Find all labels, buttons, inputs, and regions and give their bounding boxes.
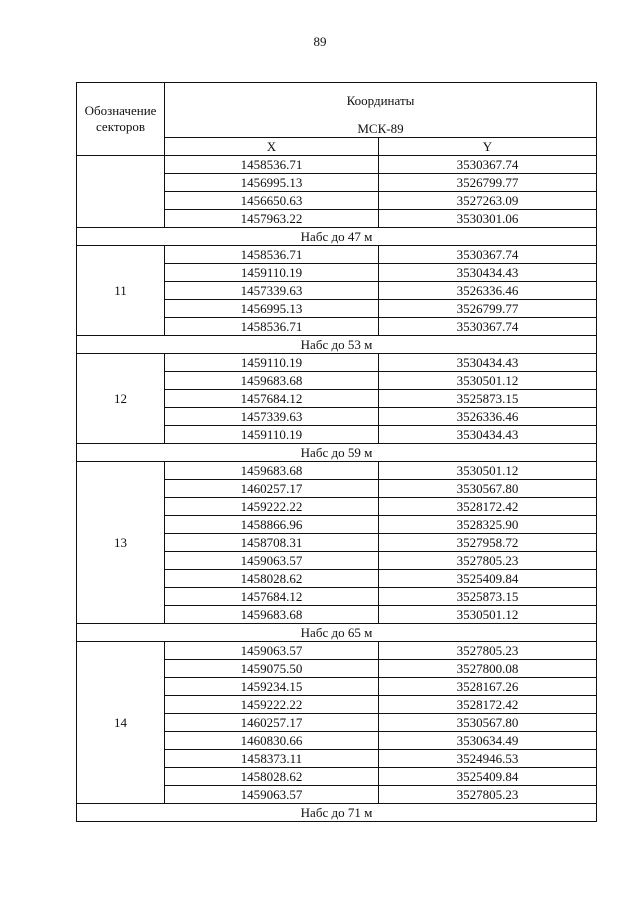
height-limit-row xyxy=(77,444,597,462)
x-value-cell: 1458708.31 xyxy=(165,534,379,552)
y-value-cell: 3525409.84 xyxy=(379,570,597,588)
x-value-cell: 1456995.13 xyxy=(165,300,379,318)
height-limit-label: Набс до 53 м xyxy=(77,336,597,354)
coordinate-row xyxy=(77,246,597,264)
coordinate-row xyxy=(77,642,597,660)
x-value-cell: 1459234.15 xyxy=(165,678,379,696)
y-value-cell: 3530301.06 xyxy=(379,210,597,228)
x-value-cell: 1459063.57 xyxy=(165,786,379,804)
y-value-cell: 3527800.08 xyxy=(379,660,597,678)
height-limit-label: Набс до 47 м xyxy=(77,228,597,246)
x-value-cell: 1459075.50 xyxy=(165,660,379,678)
y-value-cell: 3525409.84 xyxy=(379,768,597,786)
y-value-cell: 3530501.12 xyxy=(379,372,597,390)
y-value-cell: 3527263.09 xyxy=(379,192,597,210)
y-value-cell: 3527958.72 xyxy=(379,534,597,552)
y-value-cell: 3530567.80 xyxy=(379,480,597,498)
height-limit-row xyxy=(77,336,597,354)
x-value-cell: 1457684.12 xyxy=(165,588,379,606)
page-number: 89 xyxy=(313,34,327,49)
y-value-cell: 3530501.12 xyxy=(379,462,597,480)
height-limit-label: Набс до 65 м xyxy=(77,624,597,642)
height-limit-row xyxy=(77,228,597,246)
y-value-cell: 3530434.43 xyxy=(379,426,597,444)
y-value-cell: 3530367.74 xyxy=(379,318,597,336)
y-value-cell: 3527805.23 xyxy=(379,786,597,804)
y-value-cell: 3530567.80 xyxy=(379,714,597,732)
y-column-header: Y xyxy=(379,138,597,156)
sector-cell xyxy=(77,156,165,228)
y-value-cell: 3530367.74 xyxy=(379,156,597,174)
x-value-cell: 1456995.13 xyxy=(165,174,379,192)
height-limit-label: Набс до 71 м xyxy=(77,804,597,822)
y-value-cell: 3528172.42 xyxy=(379,696,597,714)
height-limit-row xyxy=(77,804,597,822)
x-value-cell: 1457339.63 xyxy=(165,282,379,300)
y-value-cell: 3530634.49 xyxy=(379,732,597,750)
x-value-cell: 1459063.57 xyxy=(165,642,379,660)
x-value-cell: 1458028.62 xyxy=(165,570,379,588)
y-value-cell: 3526799.77 xyxy=(379,300,597,318)
x-value-cell: 1458536.71 xyxy=(165,246,379,264)
x-value-cell: 1459222.22 xyxy=(165,696,379,714)
sector-cell: 14 xyxy=(77,642,165,804)
y-value-cell: 3530434.43 xyxy=(379,264,597,282)
y-value-cell: 3526799.77 xyxy=(379,174,597,192)
x-value-cell: 1459683.68 xyxy=(165,372,379,390)
x-value-cell: 1460830.66 xyxy=(165,732,379,750)
y-value-cell: 3530367.74 xyxy=(379,246,597,264)
y-value-cell: 3528325.90 xyxy=(379,516,597,534)
x-value-cell: 1459110.19 xyxy=(165,426,379,444)
x-value-cell: 1456650.63 xyxy=(165,192,379,210)
y-value-cell: 3525873.15 xyxy=(379,588,597,606)
x-value-cell: 1459063.57 xyxy=(165,552,379,570)
x-value-cell: 1459110.19 xyxy=(165,264,379,282)
header-row xyxy=(77,83,597,138)
y-value-cell: 3528167.26 xyxy=(379,678,597,696)
y-value-cell: 3528172.42 xyxy=(379,498,597,516)
y-value-cell: 3530434.43 xyxy=(379,354,597,372)
sector-cell: 11 xyxy=(77,246,165,336)
x-value-cell: 1460257.17 xyxy=(165,714,379,732)
y-value-cell: 3527805.23 xyxy=(379,552,597,570)
x-value-cell: 1460257.17 xyxy=(165,480,379,498)
x-value-cell: 1459683.68 xyxy=(165,462,379,480)
coordinates-label: Координаты xyxy=(346,93,415,108)
y-value-cell: 3530501.12 xyxy=(379,606,597,624)
y-value-cell: 3526336.46 xyxy=(379,408,597,426)
y-value-cell: 3527805.23 xyxy=(379,642,597,660)
x-value-cell: 1458866.96 xyxy=(165,516,379,534)
height-limit-row xyxy=(77,624,597,642)
sector-header-line2: секторов xyxy=(96,119,145,134)
height-limit-label: Набс до 59 м xyxy=(77,444,597,462)
x-value-cell: 1457963.22 xyxy=(165,210,379,228)
coordinate-system-label: МСК-89 xyxy=(357,121,404,136)
coordinate-row xyxy=(77,156,597,174)
x-value-cell: 1458028.62 xyxy=(165,768,379,786)
x-value-cell: 1458536.71 xyxy=(165,156,379,174)
x-value-cell: 1459683.68 xyxy=(165,606,379,624)
x-value-cell: 1459110.19 xyxy=(165,354,379,372)
x-value-cell: 1458536.71 xyxy=(165,318,379,336)
x-value-cell: 1457684.12 xyxy=(165,390,379,408)
sector-column-header xyxy=(77,83,165,156)
coordinate-row xyxy=(77,354,597,372)
coordinates-column-header xyxy=(165,83,597,138)
y-value-cell: 3526336.46 xyxy=(379,282,597,300)
y-value-cell: 3524946.53 xyxy=(379,750,597,768)
sector-cell: 13 xyxy=(77,462,165,624)
x-column-header: X xyxy=(165,138,379,156)
sector-cell: 12 xyxy=(77,354,165,444)
sector-header-line1: Обозначение xyxy=(84,103,157,118)
coordinates-table xyxy=(76,82,597,822)
coordinate-row xyxy=(77,462,597,480)
x-value-cell: 1458373.11 xyxy=(165,750,379,768)
x-value-cell: 1459222.22 xyxy=(165,498,379,516)
x-value-cell: 1457339.63 xyxy=(165,408,379,426)
y-value-cell: 3525873.15 xyxy=(379,390,597,408)
